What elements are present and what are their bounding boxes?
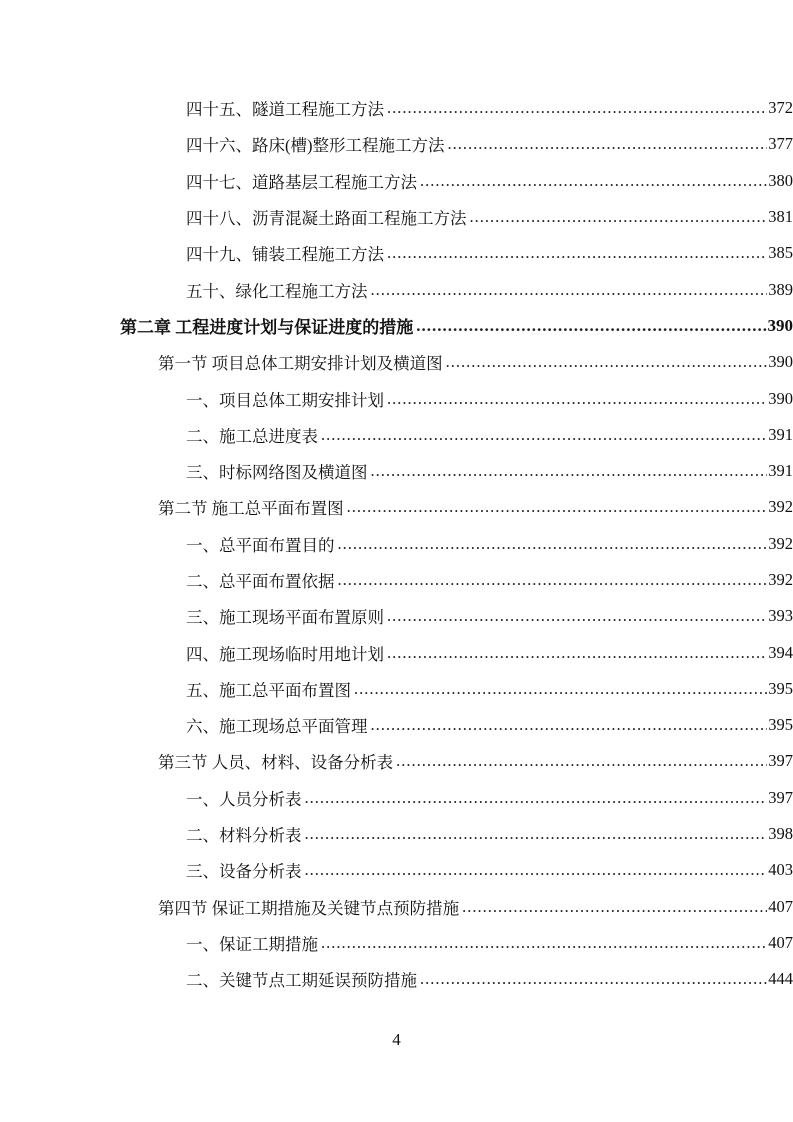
- toc-page-number: 394: [768, 642, 793, 662]
- dot-leader: [462, 897, 767, 917]
- dot-leader: [470, 207, 768, 227]
- toc-entry: [186, 459, 793, 483]
- dot-leader: [371, 280, 768, 300]
- toc-section[interactable]: [0, 344, 793, 380]
- toc-title: 二、施工总进度表: [186, 426, 318, 446]
- toc-entry: [158, 749, 793, 773]
- toc-title: 一、人员分析表: [186, 789, 302, 809]
- toc-entry: [158, 895, 793, 919]
- toc-title: 四十七、道路基层工程施工方法: [186, 172, 417, 192]
- dot-leader: [321, 425, 767, 445]
- toc-item[interactable]: [0, 961, 793, 997]
- toc-title: 第四节 保证工期措施及关键节点预防措施: [158, 898, 460, 918]
- dot-leader: [347, 497, 768, 517]
- toc-page-number: 395: [768, 715, 793, 735]
- dot-leader: [371, 461, 768, 481]
- toc-entry: [186, 604, 793, 628]
- toc-title: 四十九、铺装工程施工方法: [186, 245, 384, 265]
- toc-page-number: 381: [768, 207, 793, 227]
- toc-entry: [186, 822, 793, 846]
- toc-page-number: 380: [768, 170, 793, 190]
- dot-leader: [387, 98, 767, 118]
- toc-entry: [186, 713, 793, 737]
- toc-page-number: 397: [768, 751, 793, 771]
- toc-page-number: 398: [768, 824, 793, 844]
- toc-title: 第二节 施工总平面布置图: [158, 499, 344, 519]
- toc-page-number: 391: [768, 424, 793, 444]
- toc-item[interactable]: [0, 380, 793, 416]
- toc-entry: [186, 641, 793, 665]
- page-number: 4: [392, 1030, 401, 1049]
- dot-leader: [321, 933, 767, 953]
- dot-leader: [396, 751, 767, 771]
- toc-page-number: 385: [768, 243, 793, 263]
- toc-entry: [186, 423, 793, 447]
- toc-page-number: 377: [768, 134, 793, 154]
- toc-item[interactable]: [0, 634, 793, 670]
- toc-item[interactable]: [0, 163, 793, 199]
- toc-title: 四十八、沥青混凝土路面工程施工方法: [186, 209, 467, 229]
- toc-item[interactable]: [0, 598, 793, 634]
- toc-page-number: 444: [768, 969, 793, 989]
- dot-leader: [416, 316, 766, 336]
- toc-page-number: 407: [768, 932, 793, 952]
- toc-title: 五、施工总平面布置图: [186, 680, 351, 700]
- toc-entry: [186, 387, 793, 411]
- toc-title: 一、保证工期措施: [186, 934, 318, 954]
- toc-item[interactable]: [0, 90, 793, 126]
- toc-entry: [158, 495, 793, 519]
- toc-page-number: 397: [768, 787, 793, 807]
- dot-leader: [305, 824, 768, 844]
- toc-title: 第三节 人员、材料、设备分析表: [158, 753, 394, 773]
- toc-chapter[interactable]: [0, 308, 793, 344]
- toc-item[interactable]: [0, 126, 793, 162]
- toc-item[interactable]: [0, 526, 793, 562]
- toc-title: 三、施工现场平面布置原则: [186, 608, 384, 628]
- toc-item[interactable]: [0, 707, 793, 743]
- dot-leader: [305, 788, 768, 808]
- toc-section[interactable]: [0, 489, 793, 525]
- table-of-contents: [0, 90, 793, 997]
- toc-item[interactable]: [0, 925, 793, 961]
- toc-title: 六、施工现场总平面管理: [186, 717, 368, 737]
- toc-entry: [158, 350, 793, 374]
- dot-leader: [446, 352, 768, 372]
- toc-entry: [186, 205, 793, 229]
- toc-item[interactable]: [0, 852, 793, 888]
- toc-entry: [186, 568, 793, 592]
- dot-leader: [338, 534, 768, 554]
- toc-page-number: 391: [768, 461, 793, 481]
- toc-page-number: 403: [768, 860, 793, 880]
- toc-page-number: 393: [768, 606, 793, 626]
- toc-entry: [186, 532, 793, 556]
- toc-section[interactable]: [0, 743, 793, 779]
- toc-title: 三、设备分析表: [186, 862, 302, 882]
- toc-page-number: 395: [768, 678, 793, 698]
- toc-item[interactable]: [0, 671, 793, 707]
- dot-leader: [354, 679, 767, 699]
- toc-item[interactable]: [0, 453, 793, 489]
- toc-title: 二、材料分析表: [186, 826, 302, 846]
- toc-item[interactable]: [0, 417, 793, 453]
- toc-title: 四十五、隧道工程施工方法: [186, 100, 384, 120]
- toc-section[interactable]: [0, 889, 793, 925]
- toc-title: 五十、绿化工程施工方法: [186, 281, 368, 301]
- dot-leader: [420, 171, 767, 191]
- toc-entry: [186, 858, 793, 882]
- toc-title: 四、施工现场临时用地计划: [186, 644, 384, 664]
- toc-entry: [120, 313, 793, 338]
- toc-entry: [186, 677, 793, 701]
- toc-page-number: 390: [767, 315, 793, 335]
- toc-entry: [186, 278, 793, 302]
- toc-title: 四十六、路床(槽)整形工程施工方法: [186, 136, 445, 156]
- toc-title: 一、项目总体工期安排计划: [186, 390, 384, 410]
- toc-page-number: 392: [768, 533, 793, 553]
- toc-entry: [186, 96, 793, 120]
- toc-entry: [186, 786, 793, 810]
- toc-page-number: 390: [768, 352, 793, 372]
- toc-entry: [186, 967, 793, 991]
- dot-leader: [371, 715, 768, 735]
- dot-leader: [305, 860, 768, 880]
- toc-title: 二、总平面布置依据: [186, 572, 335, 591]
- toc-page-number: 389: [768, 279, 793, 299]
- dot-leader: [338, 570, 768, 590]
- dot-leader: [387, 389, 767, 409]
- toc-title: 二、关键节点工期延误预防措施: [186, 971, 417, 991]
- toc-item[interactable]: [0, 780, 793, 816]
- dot-leader: [387, 243, 767, 263]
- toc-item[interactable]: [0, 816, 793, 852]
- toc-entry: [186, 169, 793, 193]
- toc-item[interactable]: [0, 199, 793, 235]
- dot-leader: [420, 969, 767, 989]
- toc-item[interactable]: [0, 271, 793, 307]
- toc-entry: [186, 931, 793, 955]
- toc-page-number: 390: [768, 388, 793, 408]
- toc-entry: [186, 132, 793, 156]
- toc-page-number: 392: [768, 497, 793, 517]
- dot-leader: [387, 643, 767, 663]
- toc-title: 第二章 工程进度计划与保证进度的措施: [120, 318, 414, 338]
- toc-page-number: 372: [768, 98, 793, 118]
- dot-leader: [387, 606, 767, 626]
- toc-title: 三、时标网络图及横道图: [186, 463, 368, 483]
- toc-page-number: 392: [768, 570, 793, 589]
- toc-item[interactable]: [0, 235, 793, 271]
- toc-title: 一、总平面布置目的: [186, 535, 335, 555]
- toc-page-number: 407: [768, 896, 793, 916]
- toc-entry: [186, 241, 793, 265]
- dot-leader: [448, 134, 768, 154]
- toc-title: 第一节 项目总体工期安排计划及横道图: [158, 354, 443, 374]
- toc-item[interactable]: [0, 562, 793, 598]
